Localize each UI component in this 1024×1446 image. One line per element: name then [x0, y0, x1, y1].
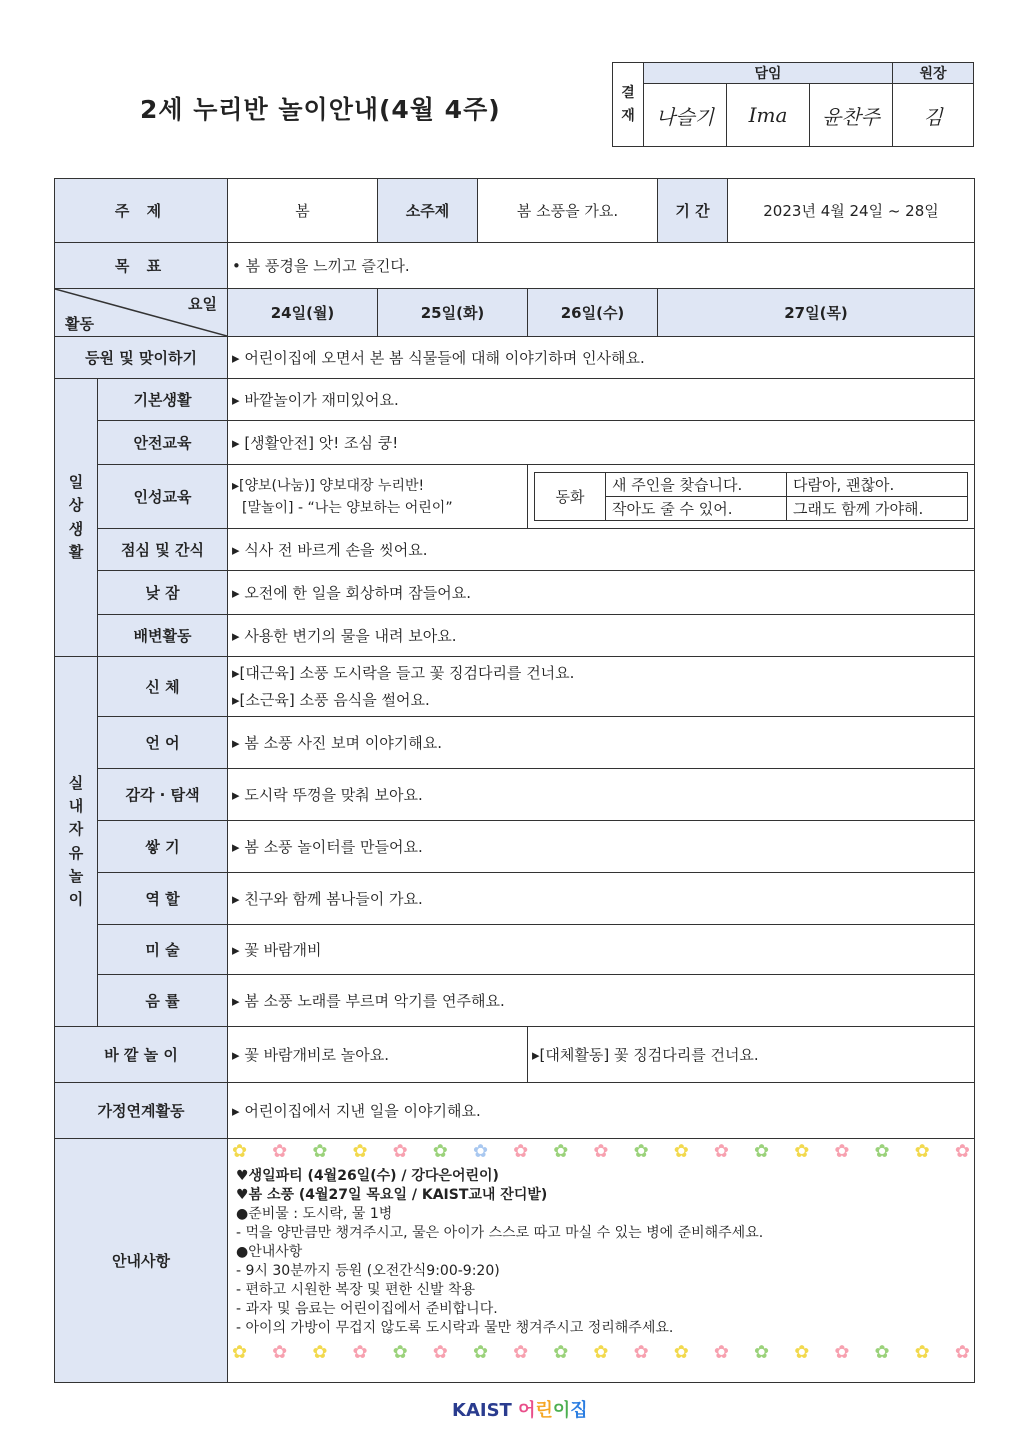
outdoor-value-2: ▸[대체활동] 꽃 징검다리를 건너요.: [528, 1027, 975, 1083]
flower-icon: ✿: [513, 1342, 529, 1363]
flower-icon: ✿: [713, 1342, 729, 1363]
page-title: 2세 누리반 놀이안내(4월 4주): [140, 95, 501, 124]
flower-icon: ✿: [312, 1342, 328, 1363]
flower-icon: ✿: [472, 1141, 489, 1162]
role-label: 역 할: [98, 873, 228, 925]
flower-icon: ✿: [553, 1342, 569, 1363]
story-4: 그래도 함께 가야해.: [787, 497, 968, 521]
signature-2: Ima: [727, 84, 810, 147]
music-value: ▸ 봄 소풍 노래를 부르며 악기를 연주해요.: [228, 975, 975, 1027]
flower-icon: ✿: [593, 1342, 609, 1363]
toilet-label: 배변활동: [98, 615, 228, 657]
flower-icon: ✿: [392, 1342, 408, 1363]
notice-label: 안내사항: [55, 1139, 228, 1383]
daily-life-group: [55, 379, 98, 657]
flower-icon: ✿: [794, 1141, 810, 1162]
flower-icon: ✿: [432, 1342, 448, 1363]
logo-brand: KAIST: [452, 1400, 512, 1421]
blocks-value: ▸ 봄 소풍 놀이터를 만들어요.: [228, 821, 975, 873]
nap-value: ▸ 오전에 한 일을 회상하며 잠들어요.: [228, 571, 975, 615]
daily-life-group-label: 일상생활: [68, 473, 84, 561]
notice-line-9: - 아이의 가방이 무겁지 않도록 도시락과 물만 챙겨주시고 정리해주세요.: [236, 1320, 674, 1336]
flower-icon: ✿: [633, 1342, 649, 1363]
flower-icon: ✿: [914, 1342, 930, 1363]
meal-value: ▸ 식사 전 바르게 손을 씻어요.: [228, 529, 975, 571]
signature-3: 윤찬주: [810, 84, 893, 147]
period-value: 2023년 4월 24일 ~ 28일: [728, 179, 975, 243]
notice-line-2: ♥봄 소풍 (4월27일 목요일 / KAIST교내 잔디밭): [236, 1187, 548, 1203]
logo-char-4: 집: [570, 1400, 588, 1421]
flower-icon: ✿: [352, 1342, 368, 1363]
signature-director: 김: [893, 84, 974, 147]
donghwa-label: 동화: [535, 473, 606, 521]
flower-icon: ✿: [834, 1342, 850, 1363]
flower-icon: ✿: [312, 1141, 328, 1162]
language-value: ▸ 봄 소풍 사진 보며 이야기해요.: [228, 717, 975, 769]
day-wed: 26일(수): [528, 289, 658, 337]
goal-label: 목 표: [55, 243, 228, 289]
body-line-1: ▸[대근육] 소풍 도시락을 들고 꽃 징검다리를 건너요.: [232, 663, 575, 682]
story-table: [534, 472, 968, 521]
logo-char-1: 어: [518, 1400, 536, 1421]
outdoor-value-1: ▸ 꽃 바람개비로 놀아요.: [228, 1027, 528, 1083]
home-link-label: 가정연계활동: [55, 1083, 228, 1139]
flower-icon: ✿: [794, 1342, 810, 1363]
goal-value: • 봄 풍경을 느끼고 즐긴다.: [228, 243, 975, 289]
notice-line-6: - 9시 30분까지 등원 (오전간식9:00-9:20): [236, 1263, 500, 1279]
flower-icon: ✿: [593, 1141, 609, 1162]
logo-char-2: 린: [535, 1400, 553, 1421]
safety-value: ▸ [생활안전] 앗! 조심 쿵!: [228, 421, 975, 465]
subtheme-value: 봄 소풍을 가요.: [478, 179, 658, 243]
theme-value: 봄: [228, 179, 378, 243]
flower-icon: ✿: [954, 1342, 970, 1363]
subtheme-label: 소주제: [378, 179, 478, 243]
art-value: ▸ 꽃 바람개비: [228, 925, 975, 975]
flower-icon: ✿: [633, 1141, 649, 1162]
body-line-2: ▸[소근육] 소풍 음식을 썰어요.: [232, 690, 430, 709]
day-activity-header: [55, 289, 228, 337]
notice-line-7: - 편하고 시원한 복장 및 편한 신발 착용: [236, 1282, 476, 1298]
basic-life-label: 기본생활: [98, 379, 228, 421]
body-label: 신 체: [98, 657, 228, 717]
flower-border-top: [228, 1141, 974, 1163]
toilet-value: ▸ 사용한 변기의 물을 내려 보아요.: [228, 615, 975, 657]
flower-icon: ✿: [272, 1141, 288, 1162]
sense-label: 감각 · 탐색: [98, 769, 228, 821]
language-label: 언 어: [98, 717, 228, 769]
approval-label: [613, 63, 644, 147]
flower-icon: ✿: [272, 1342, 288, 1363]
flower-icon: ✿: [754, 1141, 770, 1162]
day-mon: 24일(월): [228, 289, 378, 337]
day-tue: 25일(화): [378, 289, 528, 337]
theme-label: 주 제: [55, 179, 228, 243]
flower-icon: ✿: [834, 1141, 850, 1162]
flower-icon: ✿: [553, 1141, 569, 1162]
story-1: 새 주인을 찾습니다.: [606, 473, 787, 497]
character-line-2: [말놀이] - “나는 양보하는 어린이”: [242, 499, 453, 516]
notice-cell: [228, 1139, 975, 1383]
home-link-value: ▸ 어린이집에서 지낸 일을 이야기해요.: [228, 1083, 975, 1139]
music-label: 음 률: [98, 975, 228, 1027]
homeroom-header: 담임: [644, 63, 893, 84]
yoil-label: 요일: [188, 295, 218, 313]
logo-char-3: 이: [552, 1400, 571, 1421]
basic-life-value: ▸ 바깥놀이가 재미있어요.: [228, 379, 975, 421]
character-line-1: ▸[양보(나눔)] 양보대장 누리반!: [232, 477, 425, 494]
flower-icon: ✿: [754, 1342, 770, 1363]
character-label: 인성교육: [98, 465, 228, 529]
indoor-play-group: [55, 657, 98, 1027]
sense-value: ▸ 도시락 뚜껑을 맞춰 보아요.: [228, 769, 975, 821]
hwaldong-label: 활동: [65, 315, 94, 333]
notice-line-3: ●준비물 : 도시락, 물 1병: [236, 1206, 393, 1222]
flower-icon: ✿: [954, 1141, 970, 1162]
flower-icon: ✿: [914, 1141, 930, 1162]
notice-text: [228, 1163, 974, 1342]
body-value: [228, 657, 975, 717]
flower-border-bottom: [228, 1342, 974, 1364]
approval-gyeol: 결: [621, 85, 635, 102]
character-value: [228, 465, 528, 529]
flower-icon: ✿: [472, 1342, 489, 1363]
story-3: 작아도 줄 수 있어.: [606, 497, 787, 521]
flower-icon: ✿: [874, 1342, 890, 1363]
flower-icon: ✿: [673, 1141, 689, 1162]
signature-1: 나슬기: [644, 84, 727, 147]
story-2: 다람아, 괜찮아.: [787, 473, 968, 497]
director-header: 원장: [893, 63, 974, 84]
flower-icon: ✿: [513, 1141, 529, 1162]
flower-icon: ✿: [232, 1342, 248, 1363]
approval-box: [612, 62, 974, 147]
flower-icon: ✿: [432, 1141, 448, 1162]
weekly-plan-table: [54, 178, 975, 1383]
flower-icon: ✿: [352, 1141, 368, 1162]
role-value: ▸ 친구와 함께 봄나들이 가요.: [228, 873, 975, 925]
period-label: 기 간: [658, 179, 728, 243]
arrival-value: ▸ 어린이집에 오면서 본 봄 식물들에 대해 이야기하며 인사해요.: [228, 337, 975, 379]
indoor-play-group-label: 실내자유놀이: [68, 773, 84, 908]
day-thu: 27일(목): [658, 289, 975, 337]
meal-label: 점심 및 간식: [98, 529, 228, 571]
flower-icon: ✿: [392, 1141, 408, 1162]
approval-jae: 재: [621, 107, 635, 124]
art-label: 미 술: [98, 925, 228, 975]
outdoor-label: 바 깥 놀 이: [55, 1027, 228, 1083]
nap-label: 낮 잠: [98, 571, 228, 615]
flower-icon: ✿: [232, 1141, 248, 1162]
blocks-label: 쌓 기: [98, 821, 228, 873]
flower-icon: ✿: [713, 1141, 729, 1162]
notice-line-4: - 먹을 양만큼만 챙겨주시고, 물은 아이가 스스로 따고 마실 수 있는 병에 준비해주세요.: [236, 1225, 764, 1241]
notice-line-8: - 과자 및 음료는 어린이집에서 준비합니다.: [236, 1301, 498, 1317]
story-box: [528, 465, 975, 529]
safety-label: 안전교육: [98, 421, 228, 465]
flower-icon: ✿: [874, 1141, 890, 1162]
arrival-label: 등원 및 맞이하기: [55, 337, 228, 379]
kaist-daycare-logo: [452, 1396, 588, 1422]
notice-line-5: ●안내사항: [236, 1244, 303, 1260]
flower-icon: ✿: [673, 1342, 689, 1363]
notice-line-1: ♥생일파티 (4월26일(수) / 강다은어린이): [236, 1168, 499, 1184]
